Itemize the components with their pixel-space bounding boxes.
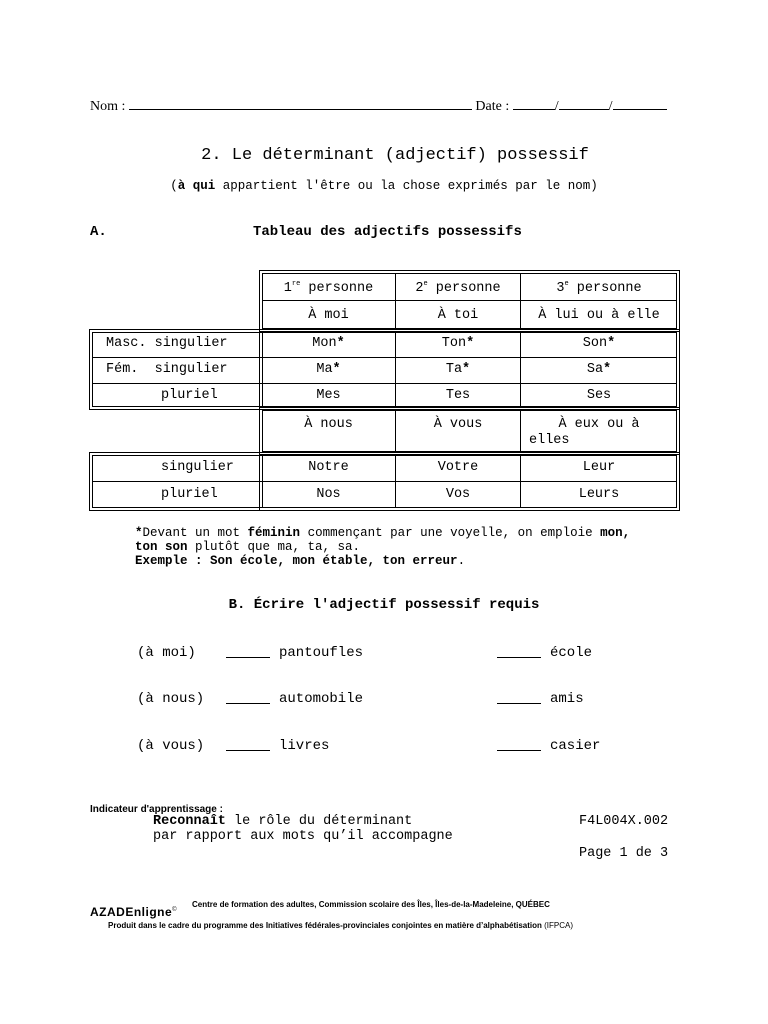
table-cell: Nos [316, 487, 341, 502]
row-label-pluriel: pluriel [161, 388, 218, 403]
table-cell: Notre [308, 460, 349, 475]
footer-institution: Centre de formation des adultes, Commission scolaire des Îles, Îles-de-la-Madeleine, QUÉBEC [192, 900, 550, 909]
table-cell: Votre [437, 460, 479, 475]
indicator-text: Reconnaît le rôle du déterminant par rapport aux mots qu’il accompagne [153, 814, 453, 844]
table-cell: Tes [445, 388, 471, 403]
date-separator: / [554, 99, 559, 114]
date-label: Date : [475, 99, 510, 114]
exercise-word: école [550, 645, 593, 661]
owner-lui-elle: À lui ou à elle [538, 308, 660, 323]
name-label: Nom : [90, 99, 126, 114]
table-divider [259, 329, 260, 409]
row-label-singulier: singulier [161, 460, 234, 475]
answer-blank[interactable] [497, 738, 541, 756]
table-cell: Son* [582, 336, 616, 351]
exercise-word: amis [550, 691, 584, 707]
exercise-word: casier [550, 738, 601, 754]
answer-blank[interactable] [226, 645, 270, 663]
table-divider [259, 452, 260, 510]
row-label-fem-singulier: Fém. singulier [106, 362, 228, 377]
page-title: 2. Le déterminant (adjectif) possessif [201, 146, 589, 165]
answer-blank[interactable] [226, 738, 270, 756]
date-month-field[interactable] [559, 95, 609, 110]
owner-eux-elles: À eux ou à [558, 417, 640, 432]
table-cell: Ton* [441, 336, 475, 351]
answer-blank[interactable] [497, 691, 541, 709]
subtitle-paren: ( [170, 179, 178, 193]
exercise-prompt: (à nous) [137, 691, 205, 707]
page-subtitle [0, 179, 768, 193]
exercise-prompt: (à vous) [137, 738, 205, 754]
subtitle-bold: à qui [177, 179, 216, 193]
date-day-field[interactable] [513, 95, 555, 110]
person-header-2: 2e personne [415, 280, 501, 296]
table-cell: Ses [586, 388, 612, 403]
table-cell: Leur [582, 460, 616, 475]
owner-vous: À vous [433, 417, 483, 432]
table-cell: Mes [316, 388, 341, 403]
table-divider [92, 383, 677, 384]
person-header-3: 3e personne [556, 280, 642, 296]
owner-eux-elles-wrap: elles [529, 433, 570, 448]
exercise-word: pantoufles [279, 645, 364, 661]
answer-blank[interactable] [497, 645, 541, 663]
table-divider [92, 481, 677, 482]
answer-blank[interactable] [226, 691, 270, 709]
row-label-masc-singulier: Masc. singulier [106, 336, 228, 351]
owner-toi: À toi [437, 308, 479, 323]
table-cell: Ta* [445, 362, 471, 377]
document-code: F4L004X.002 [579, 814, 669, 829]
footer-program: Produit dans le cadre du programme des Initiatives fédérales-provinciales conjointes en matière d’alphabétisation (IFPCA) [108, 921, 574, 930]
name-date-row [90, 95, 667, 115]
table-cell: Mon* [312, 336, 345, 351]
name-field[interactable] [129, 95, 472, 110]
exercise-prompt: (à moi) [137, 645, 196, 661]
exercise-word: livres [279, 738, 330, 754]
brand-logo: AZADEnligne© [90, 905, 178, 919]
owner-moi: À moi [308, 308, 349, 323]
table-cell: Sa* [586, 362, 612, 377]
table-divider [262, 300, 677, 301]
row-label-pluriel: pluriel [161, 487, 218, 502]
section-a-title: Tableau des adjectifs possessifs [253, 224, 522, 240]
person-header-1: 1re personne [283, 280, 374, 296]
section-b-title: B. Écrire l'adjectif possessif requis [228, 597, 540, 613]
section-a-letter: A. [90, 224, 107, 240]
indicator-label: Indicateur d'apprentissage : [90, 804, 223, 815]
date-separator: / [608, 99, 613, 114]
table-divider [92, 357, 677, 358]
subtitle-text: appartient l'être ou la chose exprimés par le nom) [215, 179, 598, 193]
table-cell: Ma* [316, 362, 341, 377]
feminine-note: *Devant un mot féminin commençant par une voyelle, on emploie mon, ton son plutôt que ma, ta, sa. Exemple : Son école, mon étable, ton erreur. [135, 526, 631, 568]
table-cell: Leurs [578, 487, 620, 502]
date-year-field[interactable] [613, 95, 667, 110]
page-number: Page 1 de 3 [579, 846, 669, 861]
table-cell: Vos [445, 487, 471, 502]
owner-nous: À nous [304, 417, 353, 432]
exercise-word: automobile [279, 691, 364, 707]
